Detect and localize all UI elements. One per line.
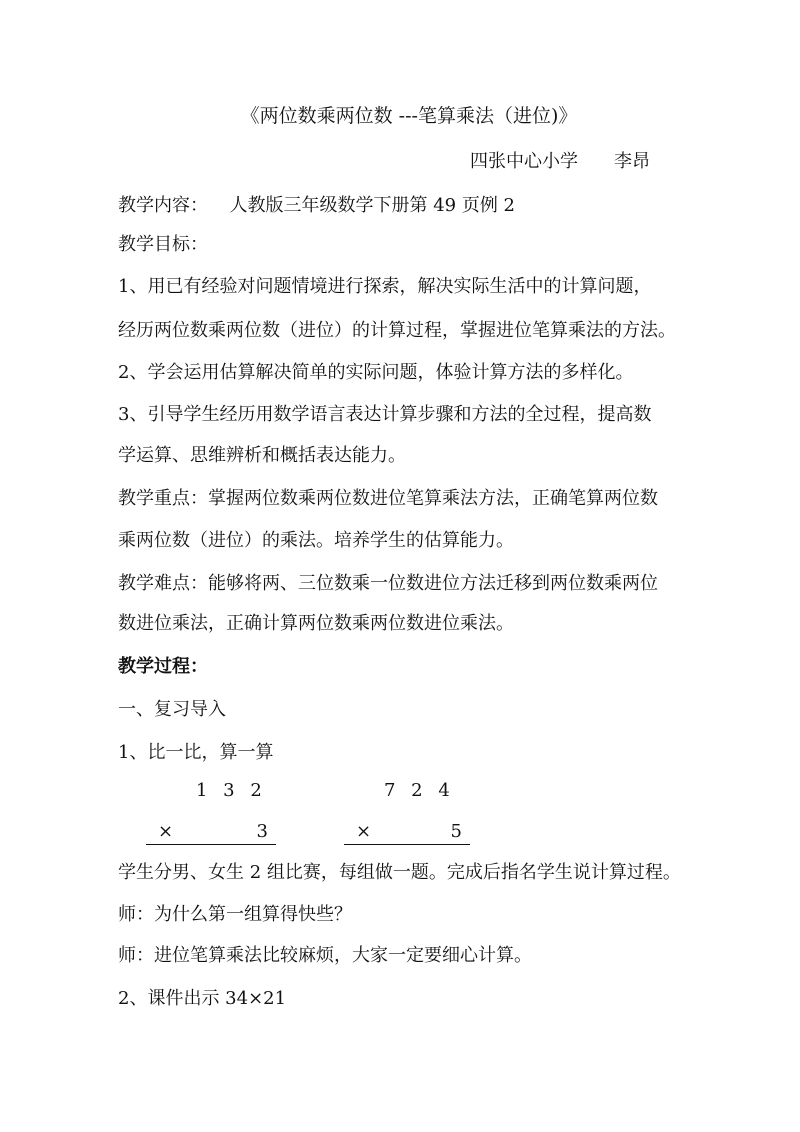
- multiply-sign: ×: [158, 821, 174, 842]
- goals-label: 教学目标：: [118, 234, 208, 255]
- difficulty-line-2: 数进位乘法，正确计算两位数乘两位数进位乘法。: [118, 613, 514, 634]
- teacher-line-2: 师：进位笔算乘法比较麻烦，大家一定要细心计算。: [118, 945, 532, 966]
- calc-1-multiplier: 3: [256, 821, 268, 842]
- school-name: 四张中心小学: [470, 151, 578, 172]
- teaching-content: [118, 194, 780, 218]
- key-point-line-1: 教学重点：掌握两位数乘两位数进位笔算乘法方法，正确笔算两位数: [118, 488, 658, 509]
- item-1: 1、比一比，算一算: [118, 742, 274, 763]
- activity-text: 学生分男、女生 2 组比赛，每组做一题。完成后指名学生说计算过程。: [118, 862, 681, 883]
- calc-2-multiplier: 5: [450, 821, 462, 842]
- author-name: 李昂: [614, 151, 650, 172]
- item-2: 2、课件出示 34×21: [118, 988, 287, 1009]
- goal-2: 2、学会运用估算解决简单的实际问题，体验计算方法的多样化。: [118, 362, 634, 383]
- multiply-sign: ×: [356, 821, 372, 842]
- key-point-line-2: 乘两位数（进位）的乘法。培养学生的估算能力。: [118, 530, 514, 551]
- calc-1-multiplier-row: [146, 820, 276, 845]
- content-text: 人教版三年级数学下册第 49 页例 2: [229, 195, 515, 216]
- goal-1-line-1: 1、用已有经验对问题情境进行探索，解决实际生活中的计算问题，: [118, 276, 652, 297]
- calc-1-multiplicand: 1 3 2: [196, 780, 264, 801]
- calc-2-multiplier-row: [344, 820, 470, 845]
- calc-2-multiplicand: 7 2 4: [384, 780, 452, 801]
- document-title: 《两位数乘两位数 ---笔算乘法（进位)》: [240, 105, 578, 127]
- process-label: 教学过程：: [118, 656, 208, 677]
- goal-3-line-1: 3、引导学生经历用数学语言表达计算步骤和方法的全过程，提高数: [118, 404, 652, 425]
- author-line: [470, 150, 780, 174]
- goal-1-line-2: 经历两位数乘两位数（进位）的计算过程，掌握进位笔算乘法的方法。: [118, 320, 676, 341]
- teacher-line-1: 师：为什么第一组算得快些？: [118, 904, 352, 925]
- section-1-heading: 一、复习导入: [118, 699, 226, 720]
- goal-3-line-2: 学运算、思维辨析和概括表达能力。: [118, 445, 406, 466]
- content-label: 教学内容：: [118, 195, 208, 216]
- difficulty-line-1: 教学难点：能够将两、三位数乘一位数进位方法迁移到两位数乘两位: [118, 573, 658, 594]
